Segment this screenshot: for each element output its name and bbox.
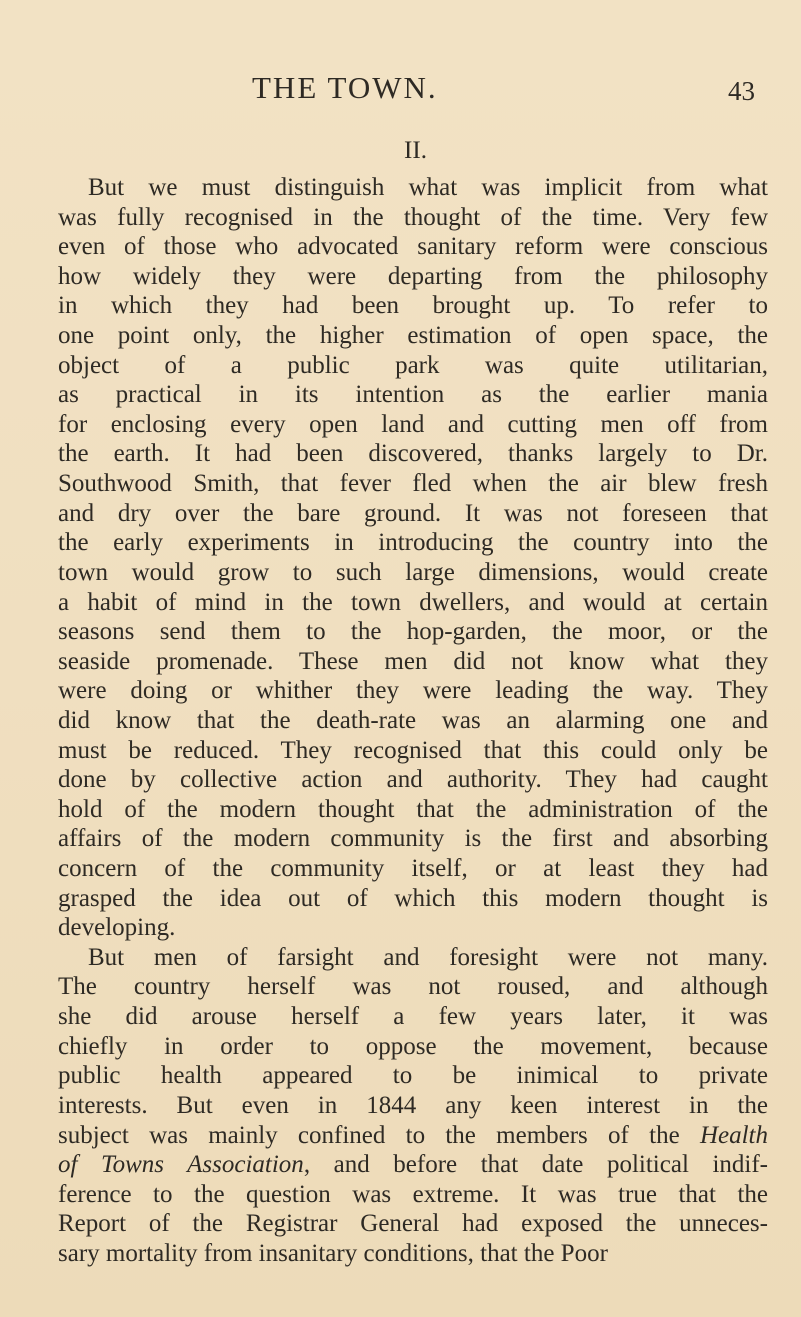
text-line: of Towns Association, and before that date political indif- — [58, 1151, 769, 1179]
text-line: seasons send them to the hop-garden, the moor, or the — [58, 618, 768, 646]
text-line: The country herself was not roused, and although — [58, 973, 768, 1001]
text-line: ference to the question was extreme. It was true that the — [58, 1180, 768, 1208]
text-line: hold of the modern thought that the administration of the — [58, 795, 768, 823]
text-line: as practical in its intention as the earlier mania — [58, 381, 768, 409]
text-line: object of a public park was quite utilitarian, — [58, 351, 768, 379]
text-line: concern of the community itself, or at least they had — [58, 855, 768, 883]
text-line: did know that the death-rate was an alarming one and — [58, 706, 768, 734]
text-line: developing. — [58, 914, 176, 942]
text-line: the early experiments in introducing the country into the — [58, 529, 768, 557]
text-line: subject was mainly confined to the members of the Health — [58, 1121, 768, 1149]
text-line: must be reduced. They recognised that this could only be — [58, 736, 768, 764]
section-number: II. — [404, 137, 427, 164]
text-line: a habit of mind in the town dwellers, and would at certain — [58, 588, 768, 616]
text-line: interests. But even in 1844 any keen interest in the — [58, 1091, 768, 1119]
text-line: was fully recognised in the thought of the time. Very few — [58, 203, 768, 231]
text-line: and dry over the bare ground. It was not foreseen that — [58, 499, 768, 527]
running-title: THE TOWN. — [252, 70, 438, 105]
text-line: she did arouse herself a few years later, it was — [58, 1003, 768, 1031]
running-head — [0, 68, 801, 108]
page-number: 43 — [728, 76, 755, 106]
text-line: Southwood Smith, that fever fled when the air blew fresh — [58, 470, 768, 498]
text-line: town would grow to such large dimensions, would create — [58, 558, 768, 586]
text-line: But we must distinguish what was implicit from what — [88, 174, 768, 201]
text-line: seaside promenade. These men did not know what they — [58, 647, 768, 675]
text-line: one point only, the higher estimation of open space, the — [58, 322, 768, 350]
text-line: Report of the Registrar General had exposed the unneces- — [58, 1210, 768, 1238]
text-line: But men of farsight and foresight were not many. — [88, 943, 768, 971]
text-line: grasped the idea out of which this modern thought is — [58, 884, 768, 912]
text-line: were doing or whither they were leading the way. They — [58, 677, 768, 705]
text-line: sary mortality from insanitary conditions, that the Poor — [58, 1239, 608, 1267]
text-line: affairs of the modern community is the first and absorbing — [58, 825, 768, 853]
text-line: the earth. It had been discovered, thanks largely to Dr. — [58, 440, 768, 468]
text-line: in which they had been brought up. To refer to — [58, 292, 768, 320]
body-text — [58, 173, 768, 1269]
text-line: public health appeared to be inimical to private — [58, 1062, 768, 1090]
text-line: for enclosing every open land and cutting men off from — [58, 410, 768, 438]
text-line: done by collective action and authority. They had caught — [58, 766, 768, 794]
text-line: even of those who advocated sanitary reform were conscious — [58, 233, 768, 261]
text-line: how widely they were departing from the philosophy — [58, 262, 768, 290]
text-line: chiefly in order to oppose the movement, because — [58, 1032, 768, 1060]
